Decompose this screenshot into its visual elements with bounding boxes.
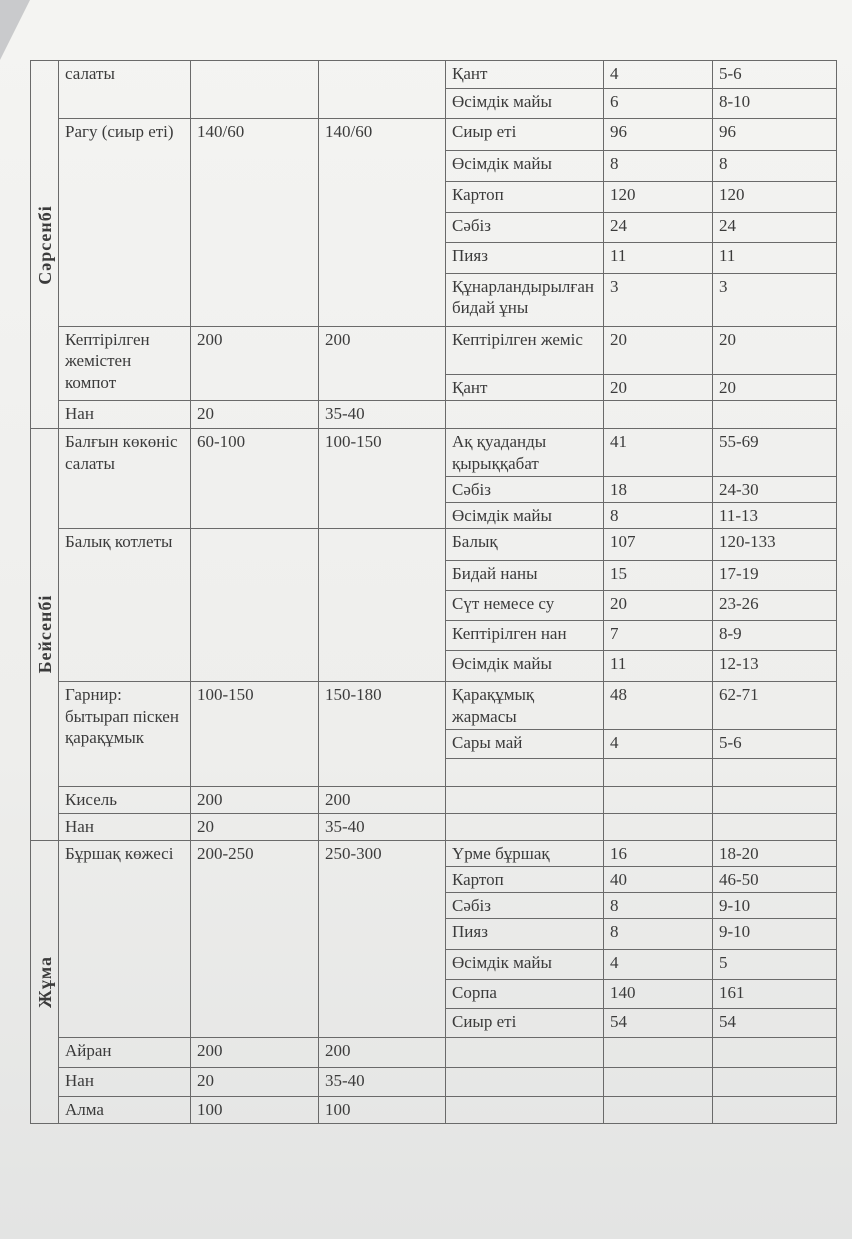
- ingredient-name: Өсімдік майы: [446, 651, 604, 682]
- table-row: [31, 529, 837, 561]
- dish-output-2: 250-300: [319, 840, 446, 1038]
- dish-name: Балғын көкөніс салаты: [59, 429, 191, 529]
- table-row: [31, 119, 837, 151]
- ingredient-amount-2: 8-10: [713, 89, 837, 119]
- dish-output-2: 100-150: [319, 429, 446, 529]
- ingredient-amount-2: 20: [713, 327, 837, 375]
- ingredient-amount-1: 15: [604, 561, 713, 591]
- ingredient-amount-1: 48: [604, 682, 713, 730]
- ingredient-amount-1: 16: [604, 840, 713, 866]
- day-cell: [31, 61, 59, 429]
- ingredient-name: Сорпа: [446, 980, 604, 1009]
- ingredient-amount-2: 46-50: [713, 866, 837, 892]
- ingredient-amount-2: 55-69: [713, 429, 837, 477]
- ingredient-amount-1: 24: [604, 213, 713, 243]
- ingredient-name: [446, 813, 604, 840]
- ingredient-name: Сәбіз: [446, 893, 604, 919]
- dish-output-2: 200: [319, 787, 446, 813]
- ingredient-amount-1: 6: [604, 89, 713, 119]
- ingredient-amount-2: 9-10: [713, 919, 837, 950]
- dish-name: Рагу (сиыр еті): [59, 119, 191, 327]
- ingredient-name: [446, 1068, 604, 1097]
- dish-output-2: [319, 529, 446, 682]
- dish-name: Кисель: [59, 787, 191, 813]
- table-row: [31, 429, 837, 477]
- ingredient-amount-1: [604, 401, 713, 429]
- ingredient-amount-2: 62-71: [713, 682, 837, 730]
- ingredient-amount-1: [604, 759, 713, 787]
- ingredient-name: Кептірілген жеміс: [446, 327, 604, 375]
- table-row: [31, 1038, 837, 1068]
- day-label: Жұма: [34, 955, 55, 1008]
- dish-output-1: 20: [191, 813, 319, 840]
- dish-output-1: 100: [191, 1097, 319, 1124]
- ingredient-name: Сары май: [446, 730, 604, 759]
- dish-name: Гарнир: бытырап піскен қарақұмык: [59, 682, 191, 787]
- ingredient-name: Пияз: [446, 919, 604, 950]
- table-row: [31, 682, 837, 730]
- ingredient-amount-1: 3: [604, 274, 713, 327]
- ingredient-amount-1: 54: [604, 1009, 713, 1038]
- ingredient-amount-1: 41: [604, 429, 713, 477]
- day-label: Сәрсенбі: [34, 204, 55, 285]
- dish-output-1: 200: [191, 327, 319, 401]
- ingredient-name: Қарақұмық жармасы: [446, 682, 604, 730]
- ingredient-amount-1: 8: [604, 893, 713, 919]
- ingredient-amount-1: 18: [604, 476, 713, 502]
- ingredient-amount-1: 120: [604, 182, 713, 213]
- ingredient-name: Кептірілген нан: [446, 621, 604, 651]
- ingredient-name: Балық: [446, 529, 604, 561]
- dish-name: Нан: [59, 813, 191, 840]
- ingredient-amount-1: 8: [604, 151, 713, 182]
- ingredient-name: Құнарландырылған бидай ұны: [446, 274, 604, 327]
- ingredient-name: Сәбіз: [446, 476, 604, 502]
- table-row: [31, 1097, 837, 1124]
- dish-name: Бұршақ көжесі: [59, 840, 191, 1038]
- ingredient-amount-1: 4: [604, 730, 713, 759]
- dish-output-2: 35-40: [319, 401, 446, 429]
- ingredient-amount-1: 20: [604, 591, 713, 621]
- ingredient-amount-2: 11: [713, 243, 837, 274]
- dish-output-1: 200-250: [191, 840, 319, 1038]
- page-shadow: [0, 0, 30, 60]
- ingredient-name: Сүт немесе су: [446, 591, 604, 621]
- ingredient-amount-2: 12-13: [713, 651, 837, 682]
- ingredient-name: [446, 787, 604, 813]
- ingredient-name: Өсімдік майы: [446, 950, 604, 980]
- ingredient-amount-2: [713, 787, 837, 813]
- table-row: [31, 327, 837, 375]
- ingredient-amount-2: 24: [713, 213, 837, 243]
- ingredient-amount-1: [604, 813, 713, 840]
- table-row: [31, 1068, 837, 1097]
- dish-output-1: 200: [191, 1038, 319, 1068]
- menu-table: [30, 60, 837, 1124]
- ingredient-name: Картоп: [446, 182, 604, 213]
- ingredient-name: Сиыр еті: [446, 119, 604, 151]
- ingredient-amount-1: 4: [604, 61, 713, 89]
- dish-output-1: 200: [191, 787, 319, 813]
- dish-output-2: 150-180: [319, 682, 446, 787]
- ingredient-amount-2: [713, 1038, 837, 1068]
- ingredient-amount-1: 20: [604, 327, 713, 375]
- ingredient-name: Өсімдік майы: [446, 89, 604, 119]
- ingredient-amount-1: 8: [604, 503, 713, 529]
- dish-name: Нан: [59, 401, 191, 429]
- ingredient-amount-1: 4: [604, 950, 713, 980]
- dish-output-2: 200: [319, 1038, 446, 1068]
- ingredient-name: [446, 401, 604, 429]
- ingredient-name: Үрме бұршақ: [446, 840, 604, 866]
- ingredient-name: [446, 759, 604, 787]
- day-cell: [31, 429, 59, 840]
- ingredient-name: Бидай наны: [446, 561, 604, 591]
- dish-output-2: 140/60: [319, 119, 446, 327]
- ingredient-amount-2: 5-6: [713, 61, 837, 89]
- day-cell: [31, 840, 59, 1124]
- ingredient-amount-2: 17-19: [713, 561, 837, 591]
- ingredient-amount-1: 40: [604, 866, 713, 892]
- ingredient-name: [446, 1038, 604, 1068]
- dish-output-1: 20: [191, 401, 319, 429]
- ingredient-amount-1: 8: [604, 919, 713, 950]
- ingredient-name: Өсімдік майы: [446, 503, 604, 529]
- ingredient-amount-2: [713, 401, 837, 429]
- ingredient-amount-2: 3: [713, 274, 837, 327]
- ingredient-amount-2: 24-30: [713, 476, 837, 502]
- table-row: [31, 787, 837, 813]
- ingredient-amount-1: 11: [604, 651, 713, 682]
- ingredient-name: Қант: [446, 375, 604, 401]
- ingredient-amount-1: [604, 1097, 713, 1124]
- ingredient-name: Сәбіз: [446, 213, 604, 243]
- dish-output-1: [191, 529, 319, 682]
- dish-output-2: 200: [319, 327, 446, 401]
- dish-output-1: 60-100: [191, 429, 319, 529]
- ingredient-amount-2: 23-26: [713, 591, 837, 621]
- dish-name: салаты: [59, 61, 191, 119]
- ingredient-amount-2: 5: [713, 950, 837, 980]
- ingredient-name: Ақ қуаданды қырыққабат: [446, 429, 604, 477]
- ingredient-amount-1: 107: [604, 529, 713, 561]
- ingredient-name: Пияз: [446, 243, 604, 274]
- ingredient-amount-1: [604, 1038, 713, 1068]
- dish-name: Алма: [59, 1097, 191, 1124]
- ingredient-amount-1: [604, 1068, 713, 1097]
- dish-name: Балық котлеты: [59, 529, 191, 682]
- dish-name: Айран: [59, 1038, 191, 1068]
- dish-output-1: 140/60: [191, 119, 319, 327]
- table-row: [31, 61, 837, 89]
- ingredient-name: Қант: [446, 61, 604, 89]
- ingredient-amount-2: 96: [713, 119, 837, 151]
- ingredient-amount-2: 161: [713, 980, 837, 1009]
- ingredient-amount-2: [713, 1068, 837, 1097]
- ingredient-amount-2: [713, 759, 837, 787]
- ingredient-amount-2: 5-6: [713, 730, 837, 759]
- dish-output-2: 35-40: [319, 813, 446, 840]
- ingredient-name: Картоп: [446, 866, 604, 892]
- ingredient-amount-2: [713, 813, 837, 840]
- ingredient-amount-2: 20: [713, 375, 837, 401]
- ingredient-amount-1: 140: [604, 980, 713, 1009]
- ingredient-name: Өсімдік майы: [446, 151, 604, 182]
- ingredient-amount-2: [713, 1097, 837, 1124]
- dish-output-1: 20: [191, 1068, 319, 1097]
- dish-output-2: 100: [319, 1097, 446, 1124]
- table-row: [31, 401, 837, 429]
- ingredient-amount-2: 8: [713, 151, 837, 182]
- ingredient-amount-2: 11-13: [713, 503, 837, 529]
- dish-name: Кептірілген жемістен компот: [59, 327, 191, 401]
- ingredient-amount-2: 8-9: [713, 621, 837, 651]
- ingredient-name: [446, 1097, 604, 1124]
- dish-name: Нан: [59, 1068, 191, 1097]
- ingredient-amount-2: 54: [713, 1009, 837, 1038]
- dish-output-1: [191, 61, 319, 119]
- dish-output-2: [319, 61, 446, 119]
- dish-output-2: 35-40: [319, 1068, 446, 1097]
- ingredient-amount-1: 11: [604, 243, 713, 274]
- ingredient-amount-1: 96: [604, 119, 713, 151]
- table-row: [31, 840, 837, 866]
- ingredient-name: Сиыр еті: [446, 1009, 604, 1038]
- day-label: Бейсенбі: [34, 594, 55, 674]
- table-row: [31, 813, 837, 840]
- ingredient-amount-1: 20: [604, 375, 713, 401]
- dish-output-1: 100-150: [191, 682, 319, 787]
- ingredient-amount-2: 18-20: [713, 840, 837, 866]
- ingredient-amount-2: 120-133: [713, 529, 837, 561]
- ingredient-amount-2: 9-10: [713, 893, 837, 919]
- ingredient-amount-2: 120: [713, 182, 837, 213]
- ingredient-amount-1: [604, 787, 713, 813]
- ingredient-amount-1: 7: [604, 621, 713, 651]
